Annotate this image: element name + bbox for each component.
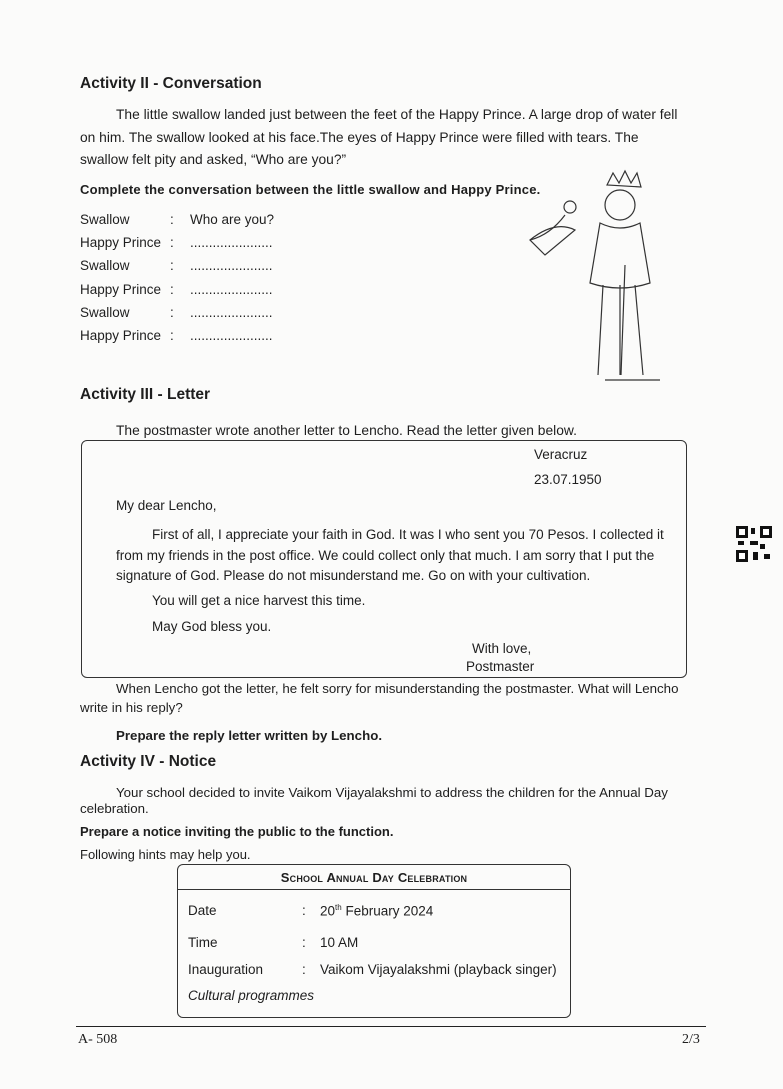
- speaker: Happy Prince: [80, 328, 162, 343]
- notice-inauguration-label: Inauguration: [188, 962, 264, 977]
- colon: :: [170, 304, 174, 320]
- dialogue: ......................: [190, 235, 273, 251]
- notice-colon: :: [302, 903, 306, 918]
- letter-date: 23.07.1950: [534, 472, 602, 487]
- qr-code-icon: [736, 526, 772, 562]
- speaker: Swallow: [80, 212, 130, 227]
- activity4-hint: Following hints may help you.: [80, 847, 251, 862]
- letter-line: May God bless you.: [152, 619, 272, 634]
- footer-rule: [76, 1026, 706, 1027]
- speaker: Happy Prince: [80, 281, 162, 297]
- date-rest: February 2024: [341, 903, 434, 919]
- activity4-intro: Your school decided to invite Vaikom Vijayalakshmi to address the children for the Annual Day celebration.: [80, 785, 668, 816]
- notice-date-label: Date: [188, 903, 217, 918]
- notice-time-value: 10 AM: [320, 935, 359, 950]
- letter-signature: Postmaster: [466, 659, 535, 674]
- colon: :: [170, 212, 174, 227]
- letter-box: [81, 440, 687, 678]
- notice-footer: Cultural programmes: [188, 988, 315, 1003]
- footer-code: A- 508: [78, 1032, 118, 1047]
- dialogue: ......................: [190, 258, 273, 274]
- notice-time-label: Time: [188, 935, 218, 950]
- happy-prince-illustration-icon: [525, 165, 685, 390]
- activity2-passage: The little swallow landed just between the feet of the Happy Prince. A large drop of water fell on him. The swallow looked at his face.The eyes of Happy Prince were filled with tears. The swallow felt pity and asked, “Who are you?”: [80, 107, 678, 167]
- speaker: Happy Prince: [80, 235, 162, 251]
- colon: :: [170, 235, 174, 251]
- activity2-instruction: Complete the conversation between the little swallow and Happy Prince.: [80, 182, 541, 197]
- date-day: 20: [320, 903, 336, 919]
- activity2-heading: Activity II - Conversation: [80, 75, 262, 92]
- activity3-intro: The postmaster wrote another letter to Lencho. Read the letter given below.: [116, 423, 577, 438]
- dialogue: ......................: [190, 304, 273, 320]
- letter-body: First of all, I appreciate your faith in God. It was I who sent you 70 Pesos. I collected it from my friends in the post office. We could collect only that much. I am sorry that I put the signature of God. Please do not misunderstand me. Go on with your cultivation.: [116, 527, 664, 583]
- activity3-heading: Activity III - Letter: [80, 386, 211, 403]
- date-suffix: th: [335, 903, 342, 912]
- colon: :: [170, 328, 174, 343]
- notice-colon: :: [302, 935, 306, 950]
- speaker: Swallow: [80, 258, 130, 274]
- colon: :: [170, 281, 174, 297]
- activity3-question: When Lencho got the letter, he felt sorry for misunderstanding the postmaster. What will Lencho write in his reply?: [80, 681, 679, 715]
- speaker: Swallow: [80, 304, 130, 320]
- footer-page-number: 2/3: [682, 1032, 700, 1047]
- dialogue: Who are you?: [190, 212, 275, 227]
- notice-inauguration-value: Vaikom Vijayalakshmi (playback singer): [320, 962, 557, 977]
- activity4-task: Prepare a notice inviting the public to the function.: [80, 824, 394, 839]
- letter-closing: With love,: [472, 641, 532, 656]
- letter-place: Veracruz: [534, 447, 588, 462]
- dialogue: ......................: [190, 281, 273, 297]
- colon: :: [170, 258, 174, 274]
- activity3-task: Prepare the reply letter written by Lencho.: [116, 728, 383, 743]
- letter-line: You will get a nice harvest this time.: [152, 593, 366, 608]
- notice-title: School Annual Day Celebration: [280, 870, 468, 885]
- notice-date-value: [320, 903, 433, 919]
- activity4-heading: Activity IV - Notice: [80, 753, 217, 770]
- notice-box: [177, 864, 571, 1018]
- notice-colon: :: [302, 962, 306, 977]
- letter-salutation: My dear Lencho,: [116, 498, 217, 513]
- dialogue: ......................: [190, 328, 273, 343]
